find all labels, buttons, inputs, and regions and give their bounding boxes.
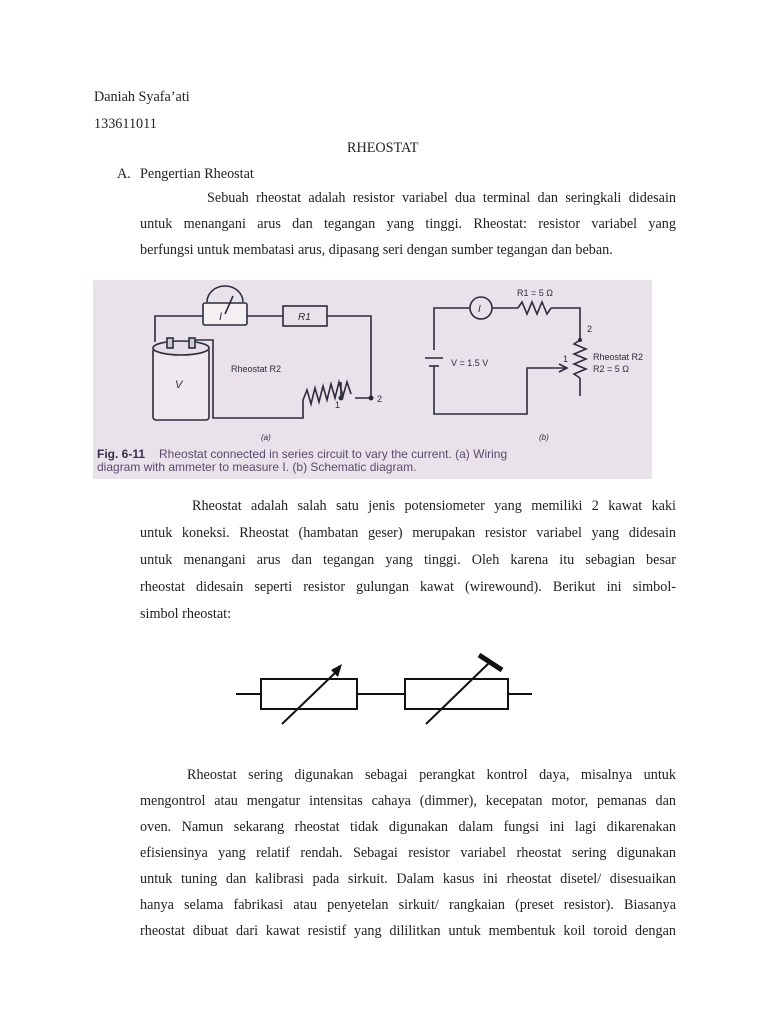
paragraph-3-line: efisiensinya yang relatif rendah. Sebagai resistor variabel rheostat sering digunakan xyxy=(140,845,676,861)
variable-resistor-symbol xyxy=(261,679,357,709)
rheostat-label-b2: R2 = 5 Ω xyxy=(593,364,629,374)
paragraph-3-line: untuk tuning dan kalibrasi pada sirkuit. Dalam kasus ini rheostat disetel/ disesuaikan xyxy=(140,871,676,887)
rheostat-label-a: Rheostat R2 xyxy=(231,364,282,374)
terminal-1-b: 1 xyxy=(563,354,569,364)
rheostat-label-b1: Rheostat R2 xyxy=(593,352,644,362)
paragraph-2-line: untuk koneksi. Rheostat (hambatan geser) merupakan resistor variabel yang didesain xyxy=(140,525,676,541)
preset-bar-icon xyxy=(479,655,502,670)
panel-b-label: (b) xyxy=(539,433,549,442)
meter-label-a: I xyxy=(219,311,223,323)
paragraph-1-line: berfungsi untuk membatasi arus, dipasang seri dengan sumber tegangan dan beban. xyxy=(140,242,613,258)
resistor-label-a: R1 xyxy=(298,312,311,323)
preset-tab-icon xyxy=(426,662,490,724)
paragraph-2-line: Rheostat adalah salah satu jenis potensiometer yang memiliki 2 kawat kaki xyxy=(192,498,676,514)
voltage-label-b: V = 1.5 V xyxy=(451,358,489,368)
figure-caption-line1: Rheostat connected in series circuit to vary the current. (a) Wiring xyxy=(159,447,508,461)
author-name: Daniah Syafa’ati xyxy=(94,89,190,105)
paragraph-3-line: Rheostat sering digunakan sebagai perangkat kontrol daya, misalnya untuk xyxy=(187,767,676,783)
terminal-2-b: 2 xyxy=(587,324,593,334)
meter-label-b: I xyxy=(478,304,481,315)
terminal-1-a: 1 xyxy=(335,400,341,410)
paragraph-3-line: mengontrol atau mengatur intensitas cahaya (dimmer), kecepatan motor, pemanas dan xyxy=(140,793,676,809)
paragraph-2-line: simbol rheostat: xyxy=(140,606,232,622)
paragraph-1-line: Sebuah rheostat adalah resistor variabel dua terminal dan seringkali didesain xyxy=(207,190,676,206)
rheostat-symbols xyxy=(230,650,540,732)
figure-caption-line2: diagram with ammeter to measure I. (b) Schematic diagram. xyxy=(97,460,417,474)
paragraph-2-line: untuk menangani arus dan tegangan yang tinggi. Oleh karena itu sebagian besar xyxy=(140,552,676,568)
paragraph-2-line: rheostat didesain seperti resistor gulungan kawat (wirewound). Berikut ini simbol- xyxy=(140,579,676,595)
section-marker: A. xyxy=(117,166,131,182)
terminal-2-a: 2 xyxy=(377,394,383,404)
paragraph-1-line: untuk menangani arus dan tegangan yang tinggi. Rheostat: resistor variabel yang xyxy=(140,216,676,232)
panel-a-label: (a) xyxy=(261,433,271,442)
circuit-figure xyxy=(93,280,652,479)
paragraph-3-line: oven. Namun sekarang rheostat tidak digunakan dalam fungsi ini lagi dikarenakan xyxy=(140,819,676,835)
figure-caption-number: Fig. 6-11 xyxy=(97,447,146,461)
battery-label-a: V xyxy=(175,379,183,391)
paragraph-3-line: rheostat dibuat dari kawat resistif yang dililitkan untuk membentuk koil toroid dengan xyxy=(140,923,676,939)
student-id: 133611011 xyxy=(94,116,157,132)
page-title: RHEOSTAT xyxy=(347,140,419,156)
r1-label-b: R1 = 5 Ω xyxy=(517,288,553,298)
section-heading: Pengertian Rheostat xyxy=(140,166,254,182)
paragraph-3-line: hanya selama fabrikasi atau penyetelan sirkuit/ rangkaian (preset resistor). Biasanya xyxy=(140,897,676,913)
